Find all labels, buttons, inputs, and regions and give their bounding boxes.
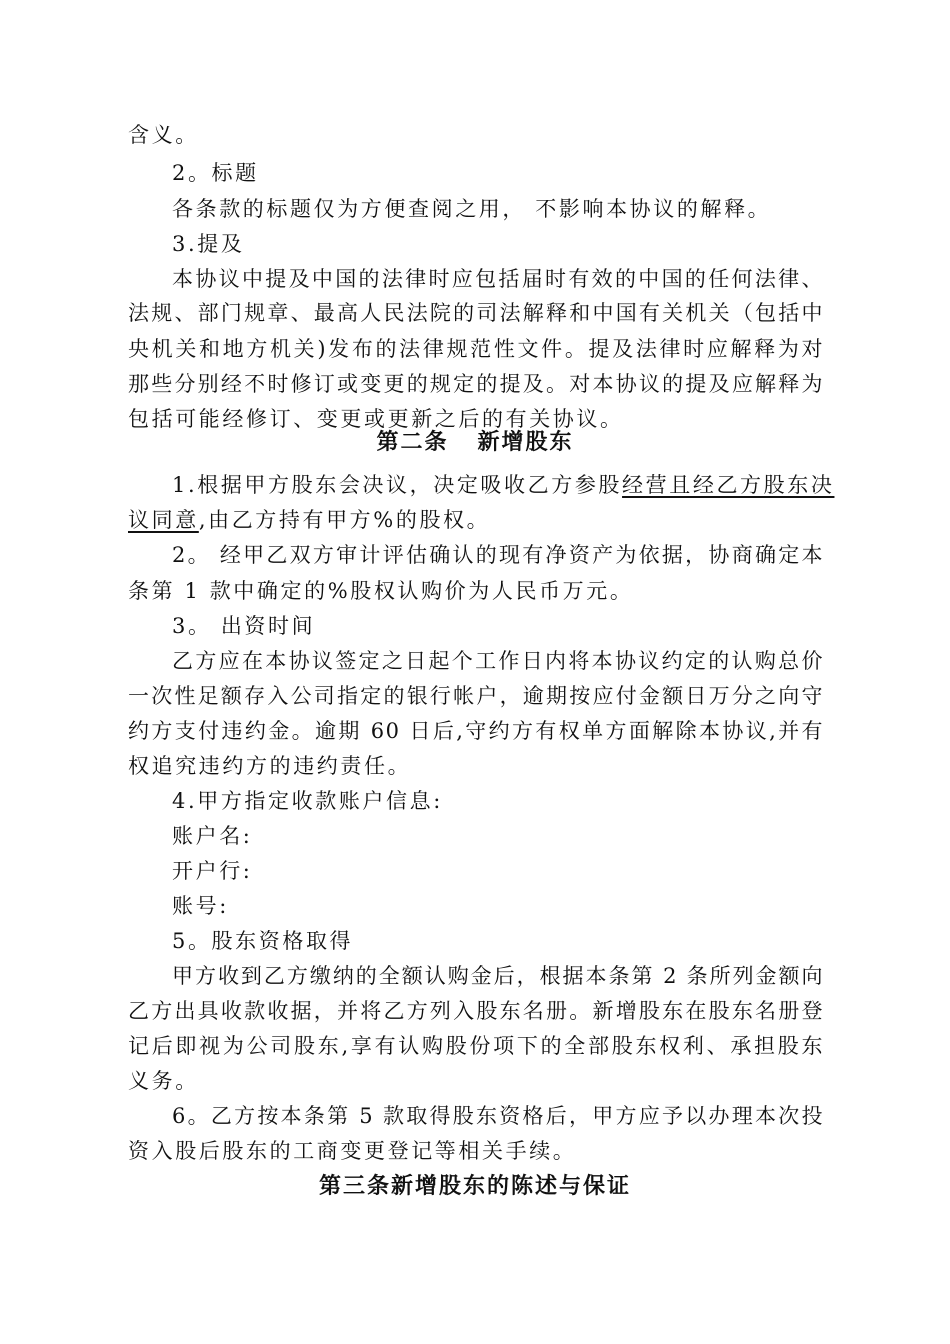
clause-title-payment-time: 3。 出资时间 — [172, 614, 316, 638]
text-line: 条第 1 款中确定的%股权认购价为人民币万元。 — [128, 579, 634, 603]
text-line: 包括可能经修订、变更或更新之后的有关协议。 — [128, 407, 624, 431]
text-line: 本协议中提及中国的法律时应包括届时有效的中国的任何法律、 — [172, 267, 824, 291]
text-line: 记后即视为公司股东,享有认购股份项下的全部股东权利、承担股东 — [128, 1034, 824, 1058]
account-name-label: 账户名: — [172, 824, 253, 848]
text-line: 那些分别经不时修订或变更的规定的提及。对本协议的提及应解释为 — [128, 372, 824, 396]
text-line: 各条款的标题仅为方便查阅之用， 不影响本协议的解释。 — [172, 197, 772, 221]
text-line: 2。 经甲乙双方审计评估确认的现有净资产为依据，协商确定本 — [172, 543, 824, 567]
text-line: 含义。 — [128, 123, 199, 147]
article-2-para-1 — [172, 470, 834, 500]
text-line: 乙方出具收款收据，并将乙方列入股东名册。新增股东在股东名册登 — [128, 999, 824, 1023]
text-line: 资入股后股东的工商变更登记等相关手续。 — [128, 1139, 577, 1163]
clause-title-reference: 3.提及 — [172, 232, 245, 256]
underlined-text: 经营且经乙方股东决 — [622, 473, 835, 497]
account-number-label: 账号: — [172, 894, 229, 918]
clause-title-heading: 2。标题 — [172, 161, 259, 185]
text-span: 1.根据甲方股东会决议，决定吸收乙方参股 — [172, 473, 623, 497]
text-line: 义务。 — [128, 1069, 199, 1093]
clause-title-shareholder-qualification: 5。股东资格取得 — [172, 929, 354, 953]
article-3-heading: 第三条新增股东的陈述与保证 — [318, 1173, 631, 1199]
text-line: 甲方收到乙方缴纳的全额认购金后，根据本条第 2 条所列金额向 — [172, 964, 824, 988]
text-line: 约方支付违约金。逾期 60 日后,守约方有权单方面解除本协议,并有 — [128, 719, 824, 743]
text-line: 乙方应在本协议签定之日起个工作日内将本协议约定的认购总价 — [172, 649, 824, 673]
text-line: 一次性足额存入公司指定的银行帐户，逾期按应付金额日万分之向守 — [128, 684, 824, 708]
article-2-heading: 第二条 新增股东 — [376, 429, 574, 455]
text-span: ,由乙方持有甲方%的股权。 — [198, 508, 491, 532]
text-line: 6。乙方按本条第 5 款取得股东资格后，甲方应予以办理本次投 — [172, 1104, 824, 1128]
clause-title-account-info: 4.甲方指定收款账户信息: — [172, 789, 443, 813]
text-line: 权追究违约方的违约责任。 — [128, 754, 412, 778]
article-2-para-1-cont — [128, 505, 490, 535]
bank-label: 开户行: — [172, 859, 253, 883]
text-line: 央机关和地方机关)发布的法律规范性文件。提及法律时应解释为对 — [128, 337, 824, 361]
text-line: 法规、部门规章、最高人民法院的司法解释和中国有关机关（包括中 — [128, 301, 824, 325]
underlined-text: 议同意 — [128, 508, 199, 532]
